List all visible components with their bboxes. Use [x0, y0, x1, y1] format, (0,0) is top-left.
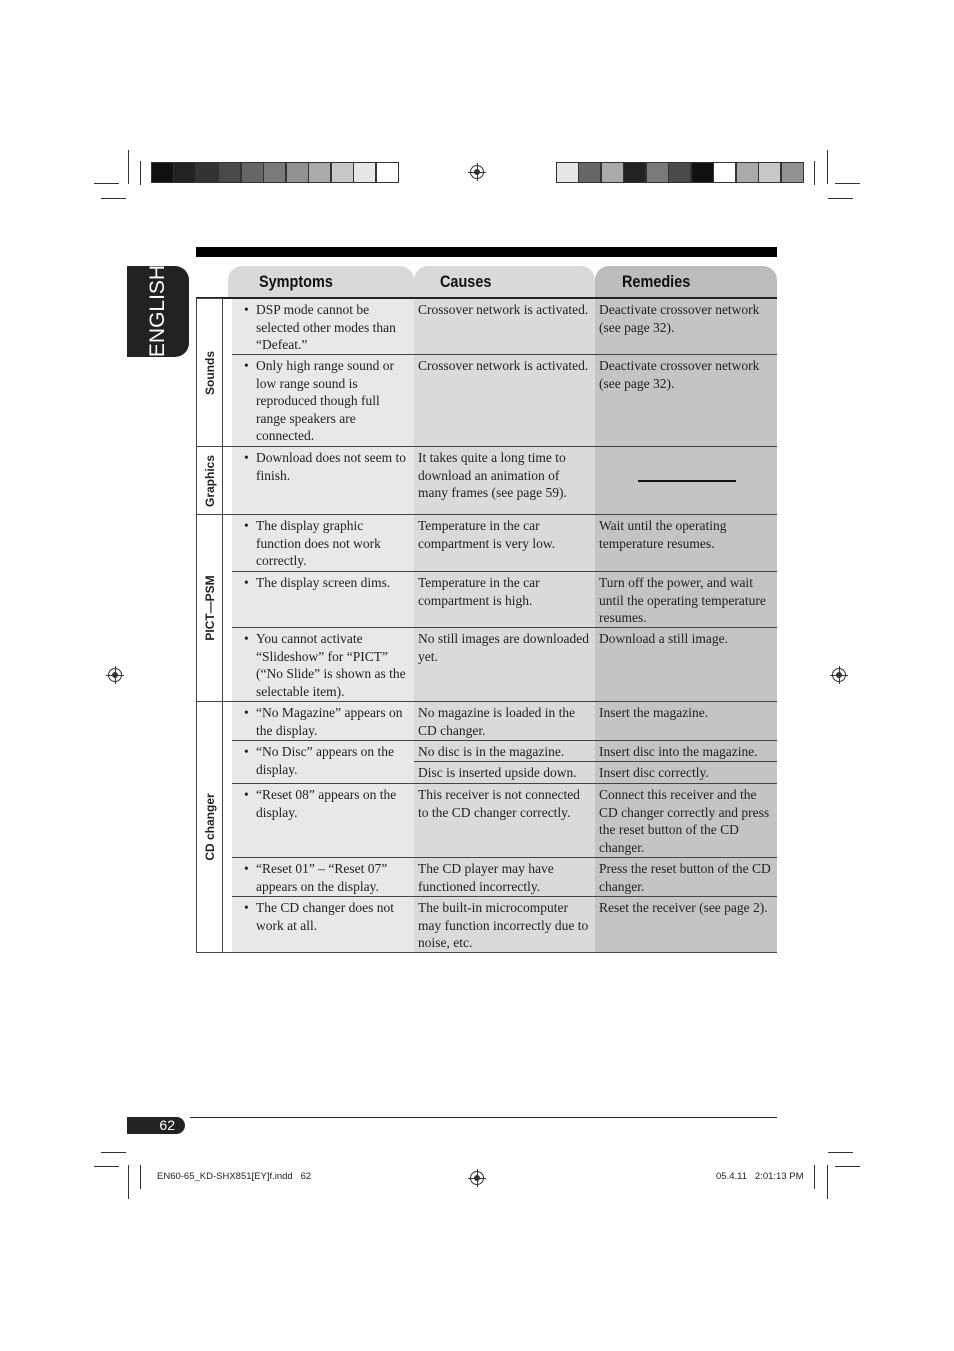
- category-sounds: Sounds: [196, 298, 223, 447]
- remedy-cell: Deactivate crossover network (see page 32).: [595, 299, 777, 354]
- crop-mark: [128, 1165, 129, 1199]
- symptom-cell: • DSP mode cannot be selected other modes than “Defeat.”: [232, 299, 414, 354]
- symptom-cell: • “No Disc” appears on the display.: [232, 741, 414, 783]
- causes-header: Causes: [414, 266, 595, 298]
- symptom-cell: • The CD changer does not work at all.: [232, 897, 414, 952]
- footer-file: EN60-65_KD-SHX851[EY]f.indd 62: [157, 1171, 312, 1182]
- symptom-cell: • The display graphic function does not work correctly.: [232, 515, 414, 571]
- symptom-cell: • “No Magazine” appears on the display.: [232, 702, 414, 740]
- symptoms-header: Symptoms: [228, 266, 414, 298]
- remedy-cell: Wait until the operating temperature resumes.: [595, 515, 777, 571]
- category-graphics: Graphics: [196, 446, 223, 515]
- crop-mark: [835, 183, 860, 184]
- crop-mark: [128, 150, 129, 184]
- remedy-cell: Turn off the power, and wait until the operating temperature resumes.: [595, 572, 777, 627]
- cause-cell: No magazine is loaded in the CD changer.: [414, 702, 595, 740]
- symptom-cell: • Download does not seem to finish.: [232, 447, 414, 514]
- crop-mark: [835, 1166, 860, 1167]
- footer-rule: [190, 1117, 777, 1118]
- symptom-cell: • The display screen dims.: [232, 572, 414, 627]
- remedy-cell: Insert disc correctly.: [595, 762, 777, 783]
- remedy-cell: Insert disc into the magazine.: [595, 741, 777, 761]
- cause-cell: Crossover network is activated.: [414, 355, 595, 446]
- category-cd-changer: CD changer: [196, 701, 223, 953]
- cause-cell: It takes quite a long time to download an animation of many frames (see page 59).: [414, 447, 595, 514]
- remedy-cell: Download a still image.: [595, 628, 777, 701]
- crop-mark: [140, 1165, 141, 1189]
- crop-mark: [101, 1152, 126, 1153]
- remedy-cell: Insert the magazine.: [595, 702, 777, 740]
- crop-mark: [828, 198, 853, 199]
- crop-mark: [814, 1165, 815, 1189]
- crop-mark: [140, 161, 141, 185]
- remedy-cell: Reset the receiver (see page 2).: [595, 897, 777, 952]
- category-pict-psm: PICT—PSM: [196, 514, 223, 702]
- cause-cell: Disc is inserted upside down.: [414, 762, 595, 783]
- crop-mark: [94, 183, 119, 184]
- page-number-tab: [127, 1117, 185, 1134]
- registration-mark-icon: [470, 1171, 484, 1185]
- cause-cell: Temperature in the car compartment is high.: [414, 572, 595, 627]
- language-tab-label: ENGLISH: [146, 264, 169, 358]
- crop-mark: [101, 198, 126, 199]
- remedies-header: Remedies: [595, 266, 777, 298]
- symptom-cell: • “Reset 08” appears on the display.: [232, 784, 414, 857]
- header-band: [196, 247, 777, 257]
- crop-mark: [827, 150, 828, 184]
- cause-cell: No still images are downloaded yet.: [414, 628, 595, 701]
- registration-mark-icon: [470, 165, 484, 179]
- remedy-cell: Deactivate crossover network (see page 32).: [595, 355, 777, 446]
- cause-cell: No disc is in the magazine.: [414, 741, 595, 761]
- language-tab: [127, 266, 189, 357]
- symptom-cell: • “Reset 01” – “Reset 07” appears on the display.: [232, 858, 414, 896]
- registration-mark-icon: [108, 668, 122, 682]
- footer-timestamp: 05.4.11 2:01:13 PM: [716, 1171, 804, 1182]
- crop-mark: [828, 1152, 853, 1153]
- cause-cell: Temperature in the car compartment is very low.: [414, 515, 595, 571]
- table-bottom-border: [196, 952, 777, 953]
- remedy-cell: Connect this receiver and the CD changer correctly and press the reset button of the CD changer.: [595, 784, 777, 857]
- symptom-cell: • Only high range sound or low range sound is reproduced though full range speakers are connected.: [232, 355, 414, 446]
- page-number: 62: [159, 1117, 175, 1133]
- crop-mark: [94, 1166, 119, 1167]
- cause-cell: The built-in microcomputer may function incorrectly due to noise, etc.: [414, 897, 595, 952]
- symptom-cell: • You cannot activate “Slideshow” for “PICT” (“No Slide” is shown as the selectable item).: [232, 628, 414, 701]
- crop-mark: [814, 161, 815, 185]
- remedy-cell: Press the reset button of the CD changer.: [595, 858, 777, 896]
- crop-mark: [827, 1165, 828, 1199]
- cause-cell: The CD player may have functioned incorrectly.: [414, 858, 595, 896]
- cause-cell: This receiver is not connected to the CD changer correctly.: [414, 784, 595, 857]
- no-remedy-dash: [638, 480, 736, 482]
- cause-cell: Crossover network is activated.: [414, 299, 595, 354]
- registration-mark-icon: [832, 668, 846, 682]
